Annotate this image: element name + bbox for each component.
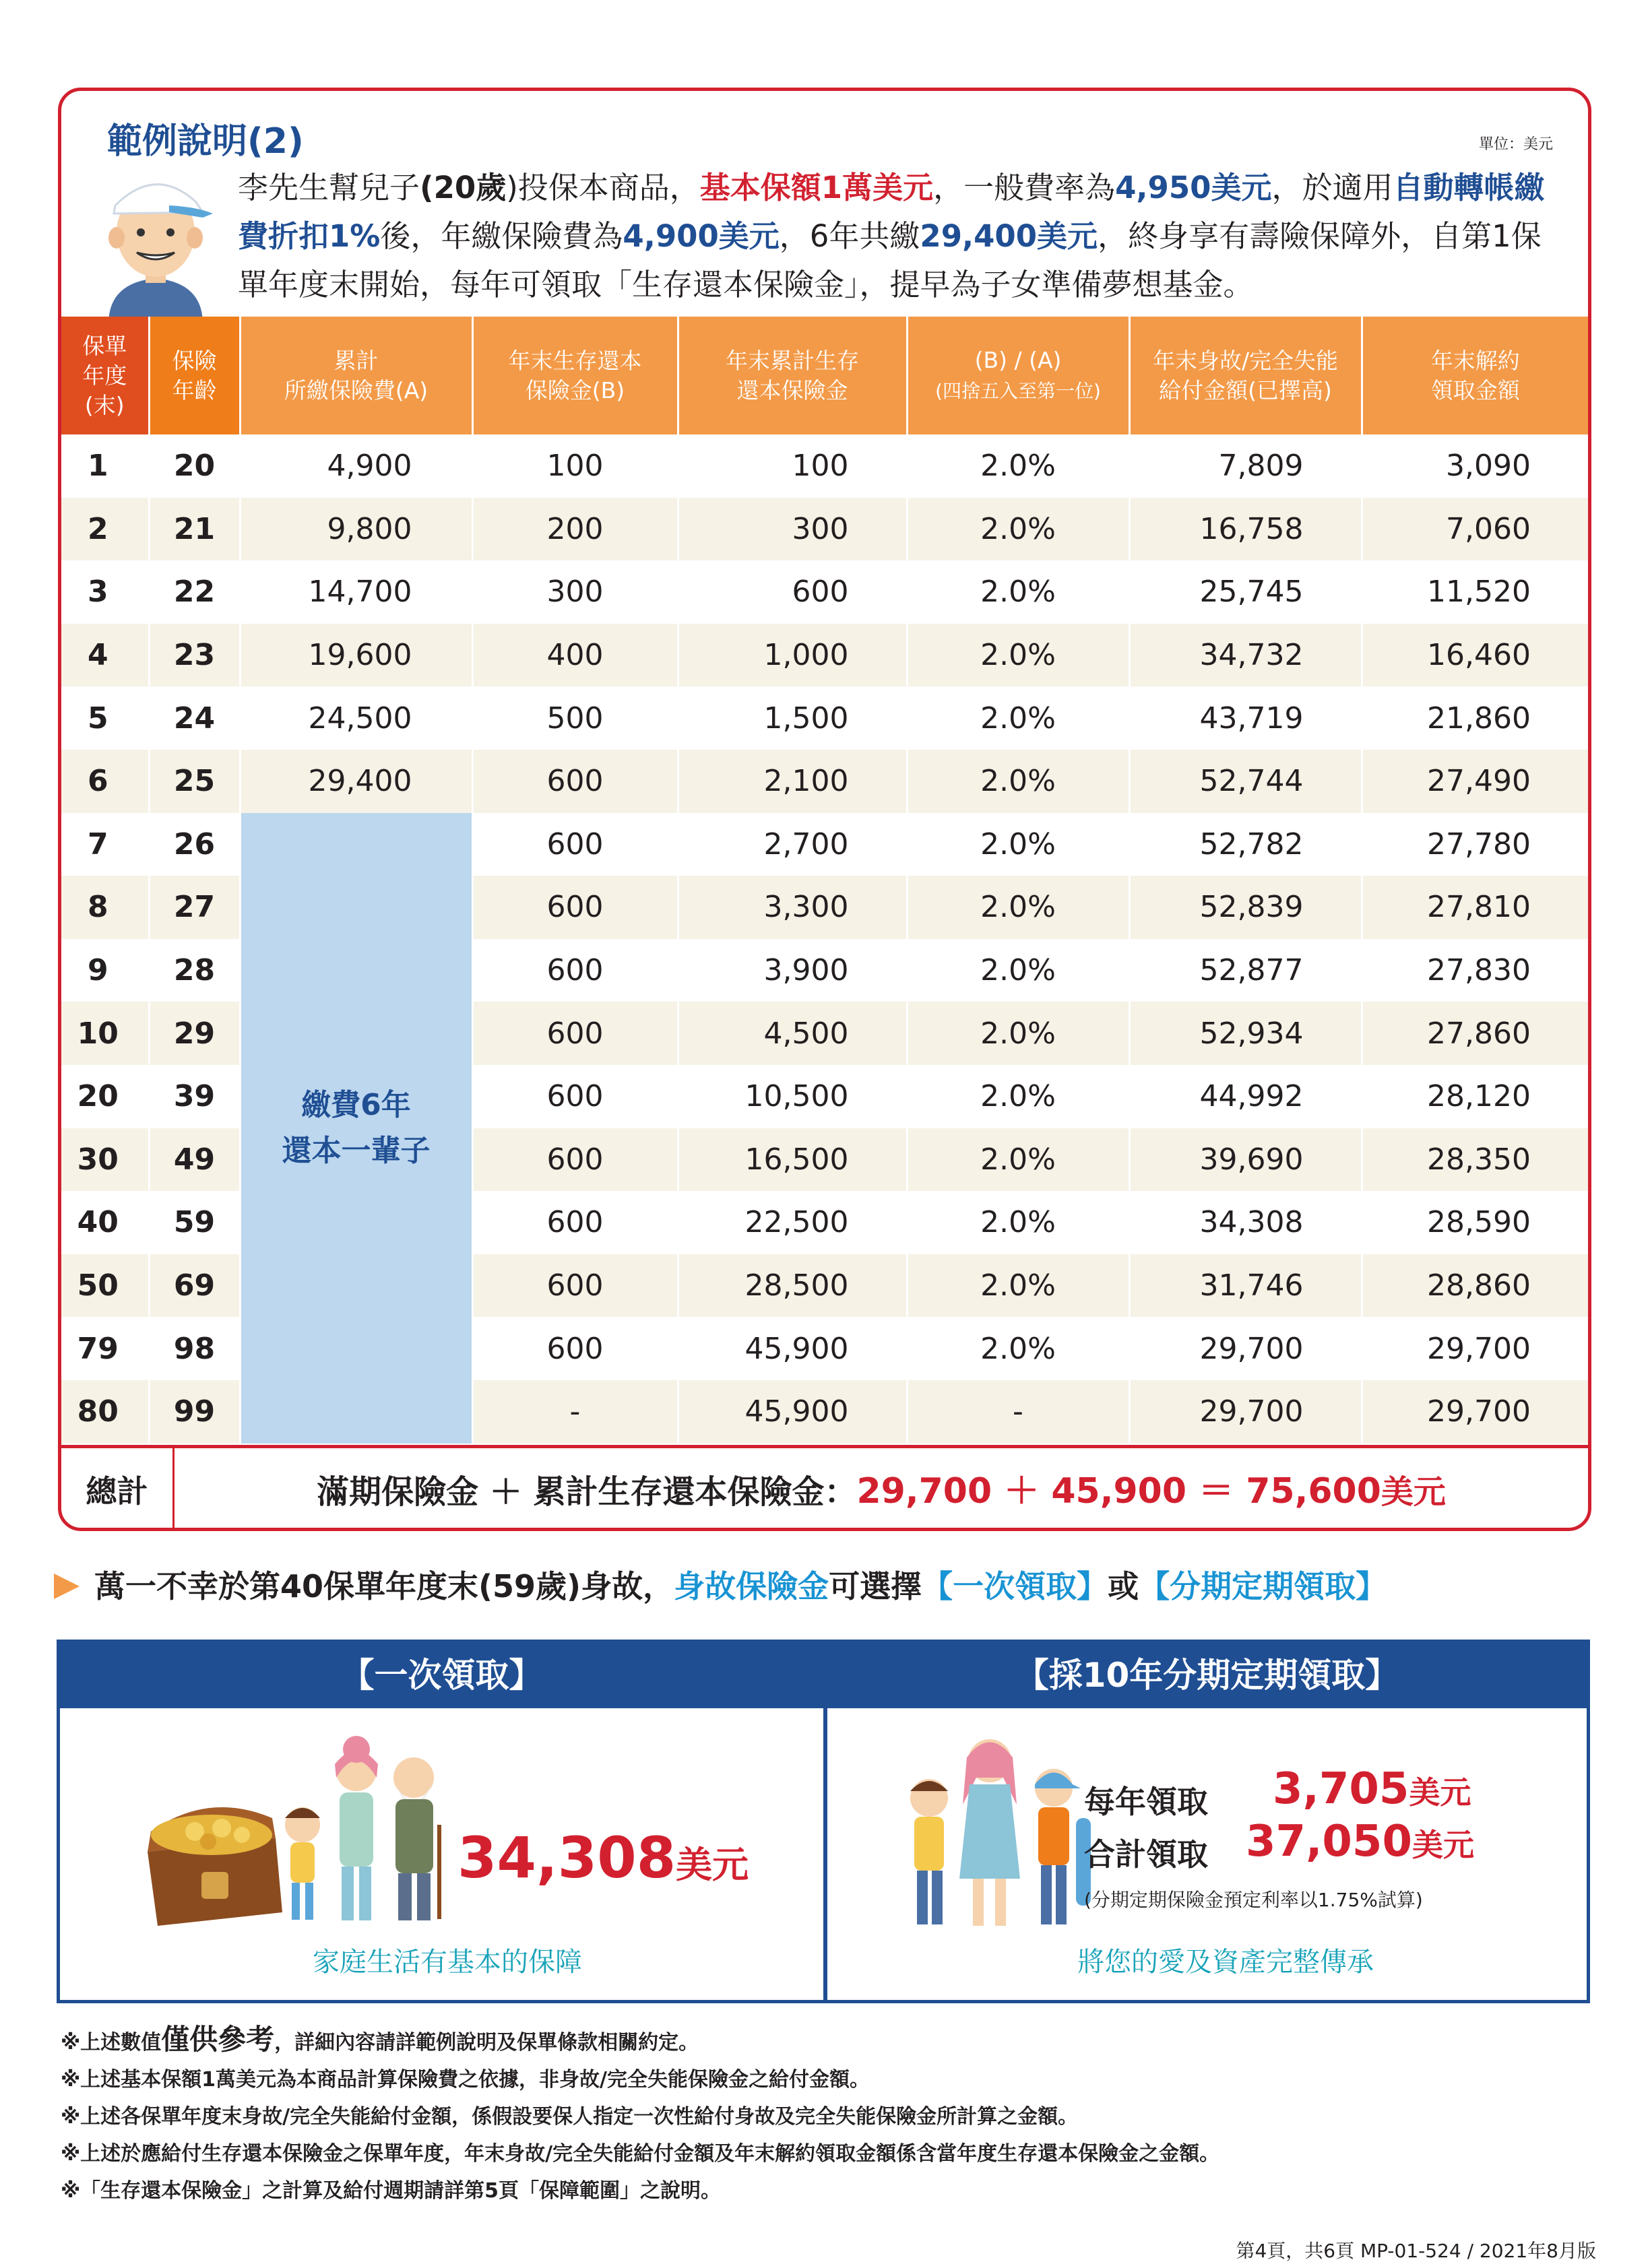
cell-cumulative: 16,500: [678, 1128, 907, 1192]
cell-cumulative: 45,900: [678, 1380, 907, 1444]
table-row: [61, 560, 1588, 624]
payout-options-box: [57, 1640, 1590, 2003]
cell-survival: 600: [472, 1065, 678, 1128]
header-line: 年度: [82, 362, 127, 389]
header-line: 累計: [334, 347, 379, 374]
cell-survival: 600: [472, 1002, 678, 1065]
cell-year: 7: [61, 813, 149, 876]
cell-age: 20: [149, 434, 240, 498]
installment-heading: 【採10年分期定期領取】: [827, 1643, 1587, 1708]
cell-surrender: 27,780: [1427, 827, 1531, 862]
cell-survival: 600: [472, 813, 678, 876]
intro-segment: 後，年繳保險費為: [380, 218, 623, 254]
benefit-table: [61, 317, 1588, 1444]
header-line: 年末解約: [1430, 347, 1520, 374]
death-intro-segment: 可選擇: [829, 1568, 922, 1605]
installment-total-unit: 美元: [1411, 1827, 1474, 1863]
cell-survival: 600: [472, 1191, 678, 1254]
cell-death: 44,992: [1129, 1065, 1362, 1128]
death-intro-segment: 或: [1108, 1568, 1139, 1605]
cell-premium: 19,600: [240, 624, 472, 687]
cell-premium: 24,500: [240, 686, 472, 750]
cell-surrender: 28,590: [1427, 1205, 1531, 1240]
annual-payout-amount: [1273, 1764, 1471, 1814]
header-ratio: [907, 317, 1129, 434]
cell-death: 52,782: [1129, 813, 1362, 876]
cell-death: 52,934: [1129, 1002, 1362, 1065]
cell-year: 5: [61, 686, 149, 750]
cell-surrender: 28,120: [1427, 1079, 1531, 1114]
cell-death: 39,690: [1129, 1128, 1362, 1192]
cell-cumulative: 2,700: [678, 813, 907, 876]
cell-ratio: 2.0%: [907, 560, 1129, 624]
cell-cumulative: 300: [678, 498, 907, 561]
cell-ratio: 2.0%: [907, 498, 1129, 561]
total-row: [61, 1445, 1588, 1531]
cell-age: 69: [149, 1254, 240, 1318]
table-row: [61, 498, 1588, 561]
header-line: (四捨五入至第一位): [935, 379, 1101, 402]
cell-year: 50: [61, 1254, 149, 1318]
header-line: 年末身故/完全失能: [1152, 347, 1339, 374]
cell-cumulative: 3,900: [678, 939, 907, 1002]
cell-cumulative: 45,900: [678, 1317, 907, 1380]
intro-segment: 基本保額1萬美元: [699, 170, 934, 205]
cell-surrender: 27,810: [1362, 876, 1588, 939]
death-benefit-intro: [54, 1563, 1604, 1610]
header-death-benefit: [1129, 317, 1362, 434]
annual-payout-unit: 美元: [1409, 1774, 1471, 1811]
cell-death: 7,809: [1129, 434, 1362, 498]
cell-survival: 600: [472, 1317, 678, 1380]
cell-ratio: 2.0%: [907, 1317, 1129, 1380]
intro-segment: ，6年共繳: [779, 218, 920, 254]
cell-survival: 600: [472, 876, 678, 939]
cell-year: 10: [61, 1002, 149, 1065]
header-line: 所繳保險費(A): [284, 377, 429, 403]
unit-label: 單位：美元: [1478, 136, 1553, 153]
intro-segment: )投保本商品，: [506, 170, 700, 205]
cell-cumulative: 1,500: [678, 686, 907, 750]
total-label: 總計: [61, 1448, 174, 1531]
cell-surrender: 11,520: [1427, 575, 1531, 610]
footnote-pre: ※上述基本保額1萬美元為本商品計算保險費之依據，非身故/完全失能保險金之給付金額。: [61, 2068, 870, 2092]
cell-surrender: 28,350: [1362, 1128, 1588, 1192]
cell-year: 6: [61, 750, 149, 813]
installment-total-value: 37,050: [1246, 1817, 1412, 1867]
lump-sum-unit: 美元: [676, 1844, 749, 1886]
lump-sum-heading: 【一次領取】: [60, 1643, 823, 1708]
cell-ratio: 2.0%: [907, 686, 1129, 750]
payment-term-line: 還本一輩子: [282, 1133, 431, 1168]
total-formula-unit: 美元: [1381, 1473, 1446, 1511]
intro-segment: 歲: [476, 170, 507, 205]
cell-death: 52,839: [1129, 876, 1362, 939]
cell-year: 9: [61, 939, 149, 1002]
cell-age: 26: [149, 813, 240, 876]
header-line: 年末生存還本: [508, 347, 642, 374]
cell-premium: 9,800: [240, 498, 472, 561]
cell-cumulative: 10,500: [678, 1065, 907, 1128]
cell-year: 4: [61, 624, 149, 687]
header-line: 年末累計生存: [726, 347, 859, 374]
cell-ratio: 2.0%: [907, 1254, 1129, 1318]
cell-ratio: 2.0%: [907, 1128, 1129, 1192]
cell-surrender: 29,700: [1362, 1380, 1588, 1444]
cell-year: 80: [61, 1380, 149, 1444]
footnote-pre: ※「生存還本保險金」之計算及給付週期請詳第5頁「保障範圍」之說明。: [61, 2179, 722, 2203]
death-benefit-intro-text: [94, 1568, 1387, 1605]
footnote-pre: ※上述各保單年度末身故/完全失能給付金額，係假設要保人指定一次性給付身故及完全失能保險金所計算之金額。: [61, 2105, 1079, 2129]
family-treasure-illustration: [141, 1724, 457, 1926]
cell-year: 79: [61, 1317, 149, 1380]
cell-age: 25: [149, 750, 240, 813]
cell-age: 23: [149, 624, 240, 687]
header-line: 年齡: [172, 377, 217, 403]
annual-payout-label: 每年領取: [1084, 1784, 1208, 1820]
intro-segment: 4,950美元: [1115, 170, 1272, 205]
lump-sum-amount: [457, 1825, 749, 1891]
cell-year: 3: [61, 560, 149, 624]
header-cumulative-premium: [240, 317, 472, 434]
boy-avatar-illustration: [95, 165, 216, 324]
cell-cumulative: 4,500: [678, 1002, 907, 1065]
cell-premium: 29,400: [240, 750, 472, 813]
cell-survival: 600: [472, 1128, 678, 1192]
death-intro-segment: 【一次領取】: [922, 1568, 1108, 1605]
cell-cumulative: 2,100: [678, 750, 907, 813]
cell-premium: 4,900: [240, 434, 472, 498]
intro-segment: ，一般費率為: [933, 170, 1116, 205]
example-panel: [58, 88, 1591, 1531]
cell-age: 49: [149, 1128, 240, 1192]
header-line: (末): [84, 391, 125, 418]
cell-survival: 500: [472, 686, 678, 750]
cell-age: 24: [149, 686, 240, 750]
footnote-em: 僅供參考: [161, 2023, 275, 2056]
cell-survival: 400: [472, 624, 678, 687]
intro-segment: 4,900美元: [623, 218, 780, 254]
cell-ratio: 2.0%: [907, 1065, 1129, 1128]
cell-cumulative: 1,000: [678, 624, 907, 687]
cell-age: 27: [149, 876, 240, 939]
header-line: 給付金額(已擇高): [1159, 377, 1332, 403]
cell-survival: -: [472, 1380, 678, 1444]
cell-survival: 200: [472, 498, 678, 561]
arrow-right-icon: [54, 1574, 80, 1599]
cell-surrender: 7,060: [1362, 498, 1588, 561]
cell-age: 22: [149, 560, 240, 624]
header-line: 保單: [82, 332, 127, 359]
cell-age: 59: [149, 1191, 240, 1254]
cell-ratio: 2.0%: [907, 813, 1129, 876]
header-policy-year: [61, 317, 149, 434]
death-intro-segment: 萬一不幸於第40保單年度末(59歲)身故，: [94, 1568, 674, 1605]
cell-year: 2: [61, 498, 149, 561]
header-line: 還本保險金: [736, 377, 848, 403]
cell-surrender: 27,490: [1362, 750, 1588, 813]
cell-ratio: 2.0%: [907, 939, 1129, 1002]
intro-segment: 29,400美元: [920, 218, 1098, 254]
cell-survival: 300: [472, 560, 678, 624]
cell-year: 20: [61, 1065, 149, 1128]
header-survival-benefit: [472, 317, 678, 434]
header-surrender-value: [1362, 317, 1588, 434]
cell-surrender: 27,860: [1362, 1002, 1588, 1065]
cell-age: 28: [149, 939, 240, 1002]
cell-death: 16,758: [1129, 498, 1362, 561]
cell-survival: 600: [472, 750, 678, 813]
table-row: [61, 813, 1588, 876]
footnote: [61, 2098, 1590, 2135]
cell-ratio: 2.0%: [907, 434, 1129, 498]
footnote: [61, 2135, 1590, 2172]
cell-ratio: 2.0%: [907, 1002, 1129, 1065]
total-formula-values: 29,700 ＋ 45,900 ＝ 75,600: [856, 1471, 1381, 1512]
footnote-post: ，詳細內容請詳範例說明及保單條款相關約定。: [274, 2031, 699, 2054]
cell-premium: 14,700: [240, 560, 472, 624]
header-line: (B) / (A): [974, 346, 1062, 373]
cell-surrender: 3,090: [1446, 449, 1531, 484]
cell-death: 29,700: [1129, 1380, 1362, 1444]
cell-survival: 600: [472, 939, 678, 1002]
installment-total-label: 合計領取: [1084, 1836, 1208, 1873]
intro-segment: ，終身享有壽險保障外，自第1保單年度末開始，每年可領取「生存還本保險金」，提早為子女準備夢想基金。: [238, 218, 1542, 302]
footnote: [61, 2061, 1590, 2098]
cell-age: 21: [149, 498, 240, 561]
interest-rate-note: (分期定期保險金預定利率以1.75%試算): [1084, 1889, 1423, 1911]
cell-death: 34,732: [1129, 624, 1362, 687]
cell-ratio: 2.0%: [907, 1191, 1129, 1254]
options-divider: [823, 1643, 827, 2000]
cell-surrender: 27,830: [1427, 953, 1531, 988]
cell-year: 1: [61, 434, 149, 498]
table-row: [61, 686, 1588, 750]
cell-cumulative: 28,500: [678, 1254, 907, 1318]
cell-cumulative: 3,300: [678, 876, 907, 939]
footnote: [61, 2172, 1590, 2209]
cell-surrender: 16,460: [1362, 624, 1588, 687]
cell-death: 34,308: [1129, 1191, 1362, 1254]
footnote-pre: ※上述數值: [61, 2031, 162, 2054]
footnotes: [61, 2021, 1590, 2209]
header-line: 保險: [172, 347, 217, 374]
intro-segment: (20: [420, 170, 476, 205]
cell-survival: 600: [472, 1254, 678, 1318]
cell-year: 30: [61, 1128, 149, 1192]
cell-death: 29,700: [1129, 1317, 1362, 1380]
footnote-pre: ※上述於應給付生存還本保險金之保單年度，年末身故/完全失能給付金額及年末解約領取金額係含當年度生存還本保險金之金額。: [61, 2142, 1220, 2166]
cell-age: 98: [149, 1317, 240, 1380]
footnote: [61, 2021, 1590, 2061]
cell-surrender: 29,700: [1427, 1331, 1531, 1366]
table-row: [61, 624, 1588, 687]
cell-ratio: 2.0%: [907, 750, 1129, 813]
header-line: 領取金額: [1430, 377, 1520, 403]
cell-year: 8: [61, 876, 149, 939]
intro-segment: 自動轉帳繳費折扣1%: [238, 170, 1545, 254]
death-intro-segment: 身故保險金: [674, 1568, 829, 1605]
death-intro-segment: 【分期定期領取】: [1139, 1568, 1387, 1605]
cell-cumulative: 22,500: [678, 1191, 907, 1254]
intro-segment: ，於適用: [1271, 170, 1393, 205]
lump-sum-value: 34,308: [457, 1825, 676, 1891]
intro-segment: 李先生幫兒子: [238, 170, 420, 205]
header-line: 保險金(B): [525, 377, 625, 403]
cell-death: 52,744: [1129, 750, 1362, 813]
total-formula-text: 滿期保險金 ＋ 累計生存還本保險金：: [317, 1473, 857, 1511]
page-footer: 第4頁，共6頁 MP-01-524 / 2021年8月版: [1236, 2240, 1596, 2262]
cell-cumulative: 600: [678, 560, 907, 624]
cell-age: 99: [149, 1380, 240, 1444]
example-intro-text: [238, 164, 1558, 309]
payment-term-line: 繳費6年: [301, 1087, 411, 1122]
cell-death: 31,746: [1129, 1254, 1362, 1318]
cell-death: 52,877: [1129, 939, 1362, 1002]
cell-age: 29: [149, 1002, 240, 1065]
cell-death: 43,719: [1129, 686, 1362, 750]
header-cumulative-survival-benefit: [678, 317, 907, 434]
cell-surrender: 28,860: [1362, 1254, 1588, 1318]
cell-ratio: -: [907, 1380, 1129, 1444]
lump-sum-caption: 家庭生活有基本的保障: [313, 1947, 582, 1978]
cell-age: 39: [149, 1065, 240, 1128]
cell-death: 25,745: [1129, 560, 1362, 624]
example-title: 範例說明(2): [107, 121, 304, 162]
cell-surrender: 21,860: [1427, 701, 1531, 736]
installment-caption: 將您的愛及資產完整傳承: [1077, 1947, 1374, 1978]
cell-survival: 100: [472, 434, 678, 498]
installment-total-amount: [1246, 1817, 1474, 1867]
cell-year: 40: [61, 1191, 149, 1254]
cell-ratio: 2.0%: [907, 876, 1129, 939]
total-formula: [174, 1448, 1588, 1531]
table-header-row: [61, 317, 1588, 434]
payment-term-note: [240, 813, 472, 1444]
header-insured-age: [149, 317, 240, 434]
table-row: [61, 434, 1588, 498]
cell-ratio: 2.0%: [907, 624, 1129, 687]
cell-cumulative: 100: [678, 434, 907, 498]
family-children-illustration: [889, 1724, 1104, 1933]
annual-payout-value: 3,705: [1273, 1764, 1409, 1814]
table-row: [61, 750, 1588, 813]
